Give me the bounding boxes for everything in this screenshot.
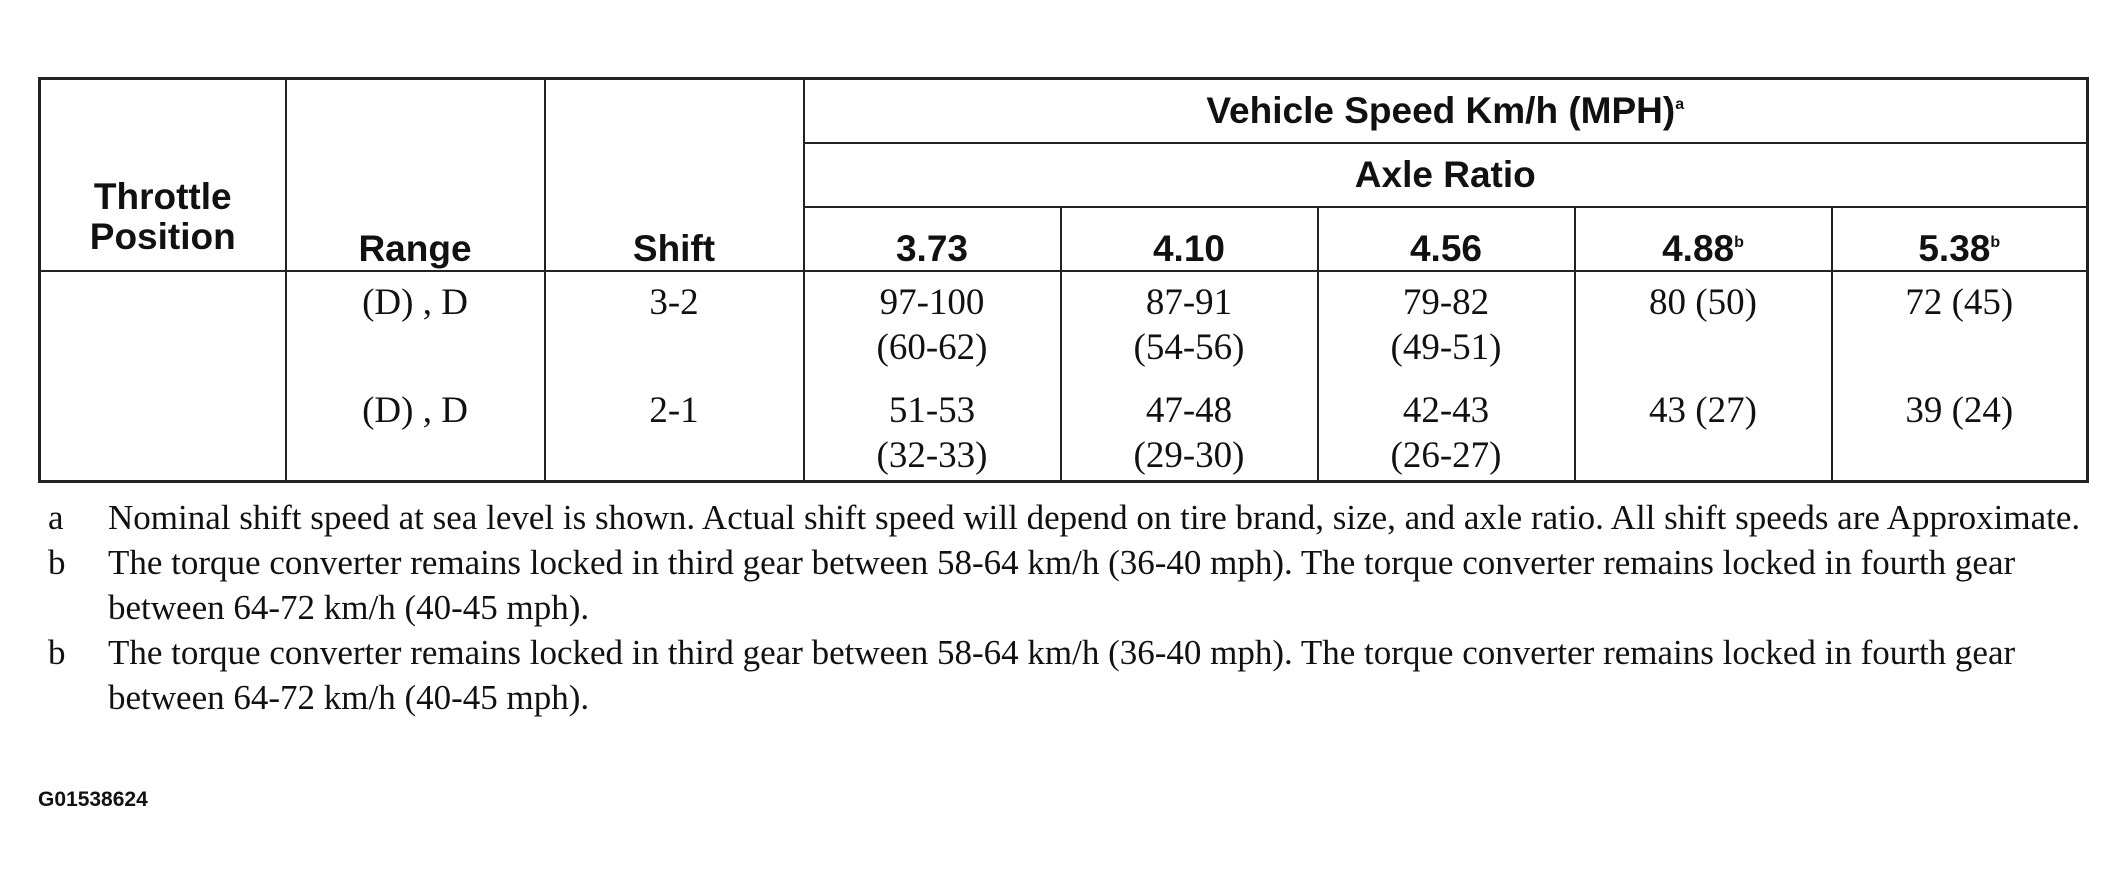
speed-kmh: 87-91 xyxy=(1145,282,1233,323)
cell-range: (D) , D xyxy=(286,271,545,380)
header-throttle-position: Throttle Position xyxy=(40,79,286,272)
footnote-marker: b xyxy=(48,633,66,672)
speed-mph: (32-33) xyxy=(876,435,988,476)
cell-speed xyxy=(1575,380,1832,482)
header-shift: Shift xyxy=(545,79,804,272)
cell-speed xyxy=(1061,380,1318,482)
speed-kmh: 43 (27) xyxy=(1649,390,1757,431)
table-row xyxy=(40,380,2088,482)
header-ratio-3-73: 3.73 xyxy=(804,207,1061,271)
cell-speed xyxy=(1832,380,2088,482)
footnote-marker: a xyxy=(48,498,64,537)
cell-shift: 2-1 xyxy=(545,380,804,482)
footnotes xyxy=(38,495,2088,720)
figure-code: G01538624 xyxy=(38,788,148,811)
speed-kmh: 97-100 xyxy=(879,282,985,323)
speed-kmh: 80 (50) xyxy=(1649,282,1757,323)
speed-kmh: 42-43 xyxy=(1402,390,1490,431)
speed-mph: (60-62) xyxy=(876,327,988,368)
footnote xyxy=(38,540,2088,630)
speed-mph: (49-51) xyxy=(1390,327,1502,368)
speed-kmh: 72 (45) xyxy=(1905,282,2014,323)
cell-shift: 3-2 xyxy=(545,271,804,380)
speed-kmh: 39 (24) xyxy=(1905,390,2014,431)
speed-mph: (26-27) xyxy=(1390,435,1502,476)
cell-speed xyxy=(1832,271,2088,380)
cell-speed xyxy=(1061,271,1318,380)
header-ratio-4-56: 4.56 xyxy=(1318,207,1575,271)
shift-speed-table xyxy=(38,77,2089,483)
cell-throttle xyxy=(40,271,286,380)
footnote-marker: b xyxy=(48,543,66,582)
speed-kmh: 79-82 xyxy=(1402,282,1490,323)
header-ratio-4-88: 4.88$^b$ xyxy=(1575,207,1832,271)
cell-speed xyxy=(1318,271,1575,380)
cell-throttle xyxy=(40,380,286,482)
table-row xyxy=(40,271,2088,380)
footnote xyxy=(38,630,2088,720)
speed-mph: (54-56) xyxy=(1133,327,1245,368)
cell-speed xyxy=(804,380,1061,482)
speed-kmh: 51-53 xyxy=(888,390,976,431)
speed-kmh: 47-48 xyxy=(1145,390,1233,431)
footnote xyxy=(38,495,2088,540)
header-range: Range xyxy=(286,79,545,272)
header-ratio-4-10: 4.10 xyxy=(1061,207,1318,271)
footnote-text: The torque converter remains locked in third gear between 58-64 km/h (36-40 mph). The torque converter remains locked in fourth gear between 64-72 km/h (40-45 mph). xyxy=(108,633,2016,717)
cell-speed xyxy=(1318,380,1575,482)
cell-speed xyxy=(804,271,1061,380)
footnote-text: Nominal shift speed at sea level is shown. Actual shift speed will depend on tire brand, size, and axle ratio. All shift speeds are Approximate. xyxy=(108,498,2081,537)
header-ratio-5-38: 5.38$^b$ xyxy=(1832,207,2088,271)
speed-mph: (29-30) xyxy=(1133,435,1245,476)
header-axle-ratio: Axle Ratio xyxy=(804,143,2088,207)
cell-speed xyxy=(1575,271,1832,380)
cell-range: (D) , D xyxy=(286,380,545,482)
footnote-text: The torque converter remains locked in third gear between 58-64 km/h (36-40 mph). The torque converter remains locked in fourth gear between 64-72 km/h (40-45 mph). xyxy=(108,543,2016,627)
shift-speed-table-container xyxy=(38,77,2086,483)
header-vehicle-speed: Vehicle Speed Km/h (MPH)$^a$ xyxy=(804,79,2088,144)
